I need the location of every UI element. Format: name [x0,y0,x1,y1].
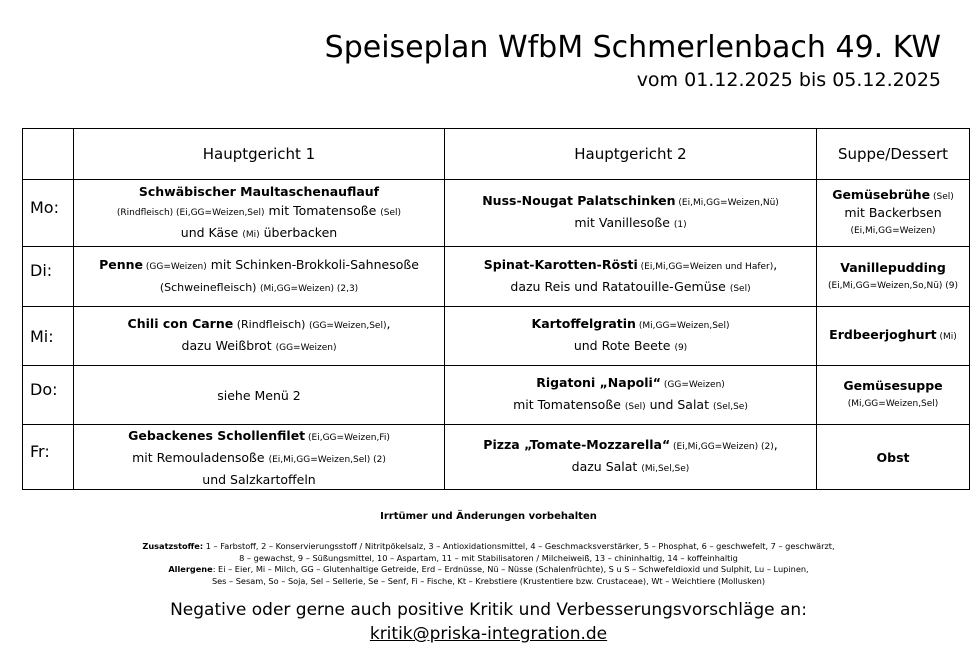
dish-name: Gemüsesuppe [843,378,943,393]
menu-table [22,128,970,490]
day-cell [23,307,74,366]
table-row [23,180,970,247]
allergens-text: : Ei – Eier, Mi – Milch, GG – Glutenhaltige Getreide, Erd – Erdnüsse, Nü – Nüsse (Schalenfrüchte), S u S – Schwefeldioxid und Sulphit, Lu – Lupinen, [212,564,809,574]
soup-dessert-cell [817,307,970,366]
dish-text: mit Backerbsen [844,205,942,220]
soup-dessert-cell [817,425,970,490]
allergen-note: (Ei,Mi,GG=Weizen) [850,226,936,236]
allergen-note: (Ei,Mi,GG=Weizen und Hafer) [637,261,774,272]
day-label: Do: [30,379,58,399]
allergen-note: (Mi,GG=Weizen) (2,3) [259,283,359,294]
day-label: Di: [30,261,53,280]
allergen-note: (Sel) [729,283,751,294]
allergen-note: (Mi) [242,229,260,240]
additive-note: (1) [673,220,687,230]
main-1-cell [74,307,445,366]
main-1-cell [74,366,445,425]
day-cell [23,247,74,307]
dish-name: Gemüsebrühe [832,187,931,202]
main-1-cell [74,425,445,490]
dish-text: , [386,316,391,331]
dish-text: (Rindfleisch) [233,318,309,331]
dish-name: Rigatoni „Napoli“ [536,375,662,390]
dish-text: mit Vanillesoße [574,215,674,230]
dish-name: Gebackenes Schollenfilet [128,427,306,443]
dish-text: mit Remouladensoße [132,449,269,465]
allergen-note: (Mi,GG=Weizen,Sel) [635,321,730,331]
allergen-note: (Mi,GG=Weizen,Sel) [847,399,939,409]
additives-text: 8 – gewachst, 9 – Süßungsmittel, 10 – Aspartam, 11 – mit Stabilisatoren / Milcheiweiß, 13 – chininhaltig, 14 – koffeinhaltig [239,552,738,563]
allergens-label: Allergene [168,564,213,574]
dish-text: und Salat [645,397,713,412]
allergen-note: (GG=Weizen) [661,380,725,390]
allergen-note: (Rindfleisch) (Ei,GG=Weizen,Sel) [116,207,265,218]
main-2-cell [445,247,817,307]
dish-text: dazu Weißbrot [181,338,276,353]
dish-text: siehe Menü 2 [217,387,301,403]
dish-name: Kartoffelgratin [531,316,636,331]
disclaimer: Irrtümer und Änderungen vorbehalten [380,511,597,522]
dish-name: Penne [99,256,143,272]
dish-text: und Rote Beete [573,338,675,353]
main-2-cell [445,180,817,247]
allergen-note: (GG=Weizen) [275,343,337,353]
dish-text: , [773,256,778,272]
day-label: Fr: [30,441,50,461]
day-label: Mi: [30,326,54,346]
table-header-row [23,129,970,180]
allergen-note: (Ei,GG=Weizen,Fi) [305,432,390,443]
allergen-note: (Ei,Mi,GG=Weizen,So,Nü) (9) [827,280,959,291]
dish-name: Nuss-Nougat Palatschinken [482,193,676,208]
feedback-block [0,598,977,646]
dish-name: Spinat-Karotten-Rösti [483,256,638,272]
additive-note: (9) [674,343,688,353]
dish-text: dazu Salat [571,459,642,474]
allergen-note: (Sel,Se) [712,402,748,412]
date-range: vom 01.12.2025 bis 05.12.2025 [636,69,941,91]
allergen-note: (Mi) [936,332,957,342]
dish-name: Vanillepudding [840,259,946,275]
dish-name: Erdbeerjoghurt [829,327,937,342]
day-label: Mo: [30,197,59,217]
main-1-cell [74,180,445,247]
dish-text: und Käse [180,224,243,240]
day-cell [23,180,74,247]
dish-text: überbacken [259,224,338,240]
main-2-cell [445,366,817,425]
dish-name: Schwäbischer Maultaschenauflauf [138,183,380,199]
day-cell [23,425,74,490]
main-1-cell [74,247,445,307]
dish-text: , [773,437,778,452]
allergen-note: (Sel) [380,207,402,218]
main-2-cell [445,307,817,366]
dish-text: mit Tomatensoße [513,397,625,412]
allergen-note: (Ei,Mi,GG=Weizen,Nü) [675,198,779,208]
allergen-note: (Ei,Mi,GG=Weizen,Sel) (2) [268,454,386,465]
soup-dessert-cell [817,247,970,307]
allergen-note: (Mi,Sel,Se) [641,464,690,474]
feedback-email-link[interactable]: kritik@priska-integration.de [369,624,608,644]
dish-text: und Salzkartoffeln [202,471,316,487]
soup-dessert-cell [817,180,970,247]
main-2-cell [445,425,817,490]
dish-text: dazu Reis und Ratatouille-Gemüse [510,278,730,294]
soup-dessert-cell [817,366,970,425]
legend-block [0,541,977,587]
additives-text: 1 – Farbstoff, 2 – Konservierungsstoff / Nitritpökelsalz, 3 – Antioxidationsmittel, 4 – Geschmacksverstärker, 5 – Phosphat, 6 – geschwefelt, 7 – geschwärzt, [203,541,835,551]
dish-name: Pizza „Tomate-Mozzarella“ [483,437,671,452]
column-header-day [23,129,74,180]
additives-label: Zusatzstoffe: [142,541,204,551]
allergen-note: (Sel) [930,192,954,202]
table-row [23,425,970,490]
dish-name: Obst [876,449,910,465]
allergen-note: (Ei,Mi,GG=Weizen) (2) [670,442,774,452]
dish-text: (Schweinefleisch) [159,280,260,294]
column-header-main-2: Hauptgericht 2 [445,129,817,180]
dish-text: mit Schinken-Brokkoli-Sahnesoße [206,256,419,272]
allergen-note: (GG=Weizen,Sel) [308,321,387,331]
table-row [23,366,970,425]
table-row [23,247,970,307]
feedback-text: Negative oder gerne auch positive Kritik und Verbesserungsvorschläge an: [170,600,807,620]
column-header-main-1: Hauptgericht 1 [74,129,445,180]
table-row [23,307,970,366]
page-title: Speiseplan WfbM Schmerlenbach 49. KW [324,30,941,65]
dish-text: mit Tomatensoße [264,202,381,218]
allergen-note: (Sel) [624,402,646,412]
column-header-soup-dessert: Suppe/Dessert [817,129,970,180]
day-cell [23,366,74,425]
dish-name: Chili con Carne [127,316,234,331]
allergen-note: (GG=Weizen) [143,261,207,272]
allergens-text: Ses – Sesam, So – Soja, Sel – Sellerie, Se – Senf, Fi – Fische, Kt – Krebstiere (Krustentiere bzw. Crustaceae), Wt – Weichtiere (Mollusken) [211,575,766,586]
